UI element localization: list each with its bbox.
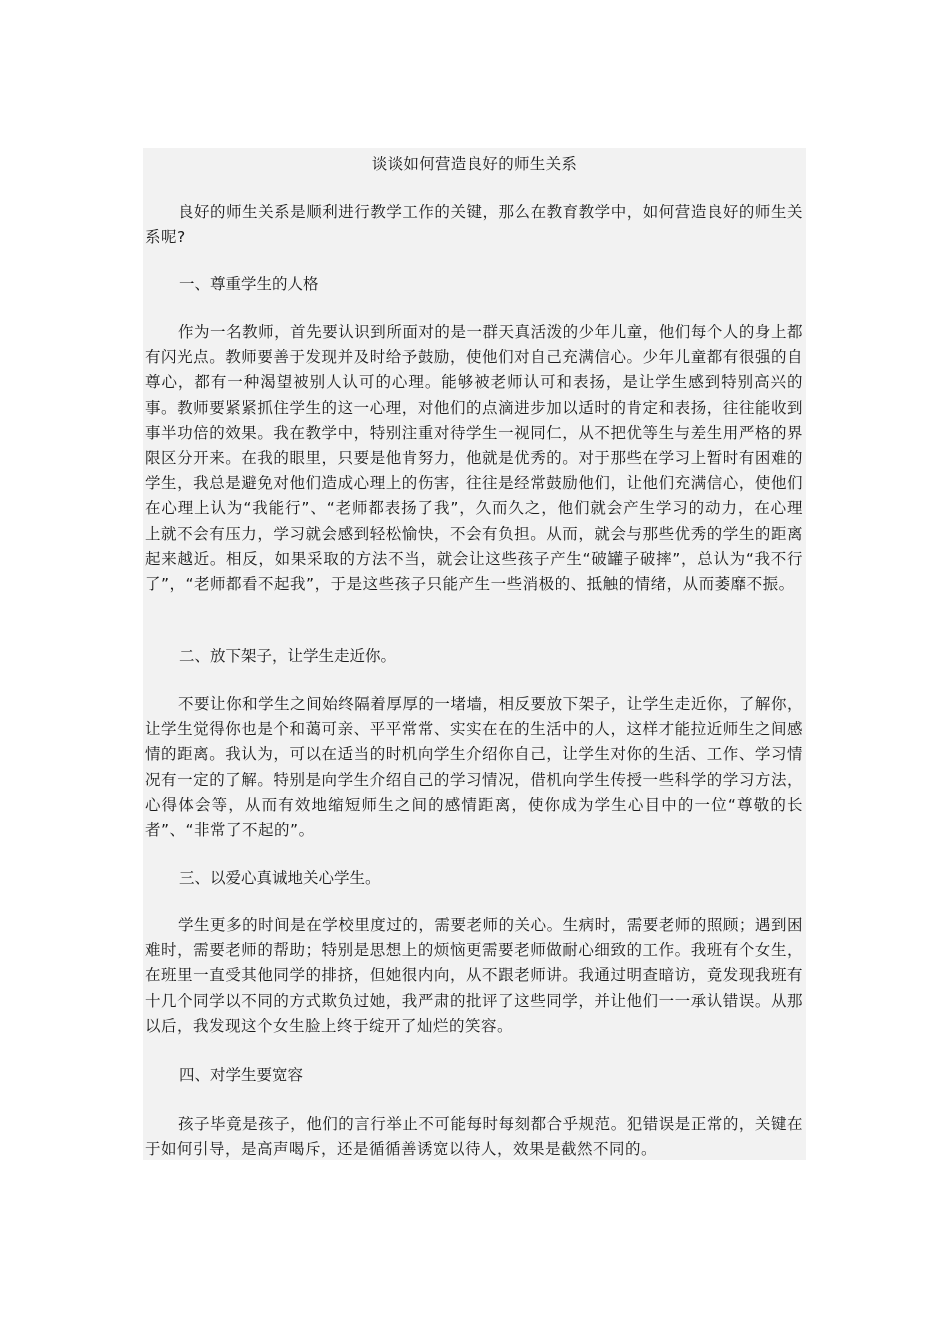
section-1-body: 作为一名教师，首先要认识到所面对的是一群天真活泼的少年儿童，他们每个人的身上都有闪光点。教师要善于发现并及时给予鼓励，使他们对自己充满信心。少年儿童都有很强的自尊心，都有一种渴望被别人认可的心理。能够被老师认可和表扬，是让学生感到特别高兴的事。教师要紧紧抓住学生的这一心理，对他们的点滴进步加以适时的肯定和表扬，往往能收到事半功倍的效果。我在教学中，特别注重对待学生一视同仁，从不把优等生与差生用严格的界限区分开来。在我的眼里，只要是他肯努力，他就是优秀的。对于那些在学习上暂时有困难的学生，我总是避免对他们造成心理上的伤害，往往是经常鼓励他们，让他们充满信心，使他们在心理上认为“我能行”、“老师都表扬了我”，久而久之，他们就会产生学习的动力，在心理上就不会有压力，学习就会感到轻松愉快，不会有负担。从而，就会与那些优秀的学生的距离起来越近。相反，如果采取的方法不当，就会让这些孩子产生“破罐子破摔”，总认为“我不行了”，“老师都看不起我”，于是这些孩子只能产生一些消极的、抵触的情绪，从而萎靡不振。	[145, 323, 803, 594]
document-title: 谈谈如何营造良好的师生关系	[371, 155, 578, 173]
section-4-heading: 四、对学生要宽容	[179, 1066, 304, 1084]
section-1-heading: 一、尊重学生的人格	[179, 275, 319, 293]
section-2-heading: 二、放下架子，让学生走近你。	[179, 647, 397, 665]
intro-paragraph: 良好的师生关系是顺利进行教学工作的关键，那么在教育教学中，如何营造良好的师生关系呢?	[145, 203, 803, 247]
section-3-heading: 三、以爱心真诚地关心学生。	[179, 869, 381, 887]
section-2-body: 不要让你和学生之间始终隔着厚厚的一堵墙，相反要放下架子，让学生走近你，了解你，让学生觉得你也是个和蔼可亲、平平常常、实实在在的生活中的人，这样才能拉近师生之间感情的距离。我认为，可以在适当的时机向学生介绍你自己，让学生对你的生活、工作、学习情况有一定的了解。特别是向学生介绍自己的学习情况，借机向学生传授一些科学的学习方法，心得体会等，从而有效地缩短师生之间的感情距离，使你成为学生心目中的一位“尊敬的长者”、“非常了不起的”。	[145, 695, 803, 840]
section-3-body: 学生更多的时间是在学校里度过的，需要老师的关心。生病时，需要老师的照顾；遇到困难时，需要老师的帮助；特别是思想上的烦恼更需要老师做耐心细致的工作。我班有个女生，在班里一直受其他同学的排挤，但她很内向，从不跟老师讲。我通过明查暗访，竟发现我班有十几个同学以不同的方式欺负过她，我严肃的批评了这些同学，并让他们一一承认错误。从那以后，我发现这个女生脸上终于绽开了灿烂的笑容。	[145, 916, 803, 1035]
document-page	[143, 148, 806, 1160]
section-4-body: 孩子毕竟是孩子，他们的言行举止不可能每时每刻都合乎规范。犯错误是正常的，关键在于如何引导，是高声喝斥，还是循循善诱宽以待人，效果是截然不同的。	[145, 1115, 803, 1159]
